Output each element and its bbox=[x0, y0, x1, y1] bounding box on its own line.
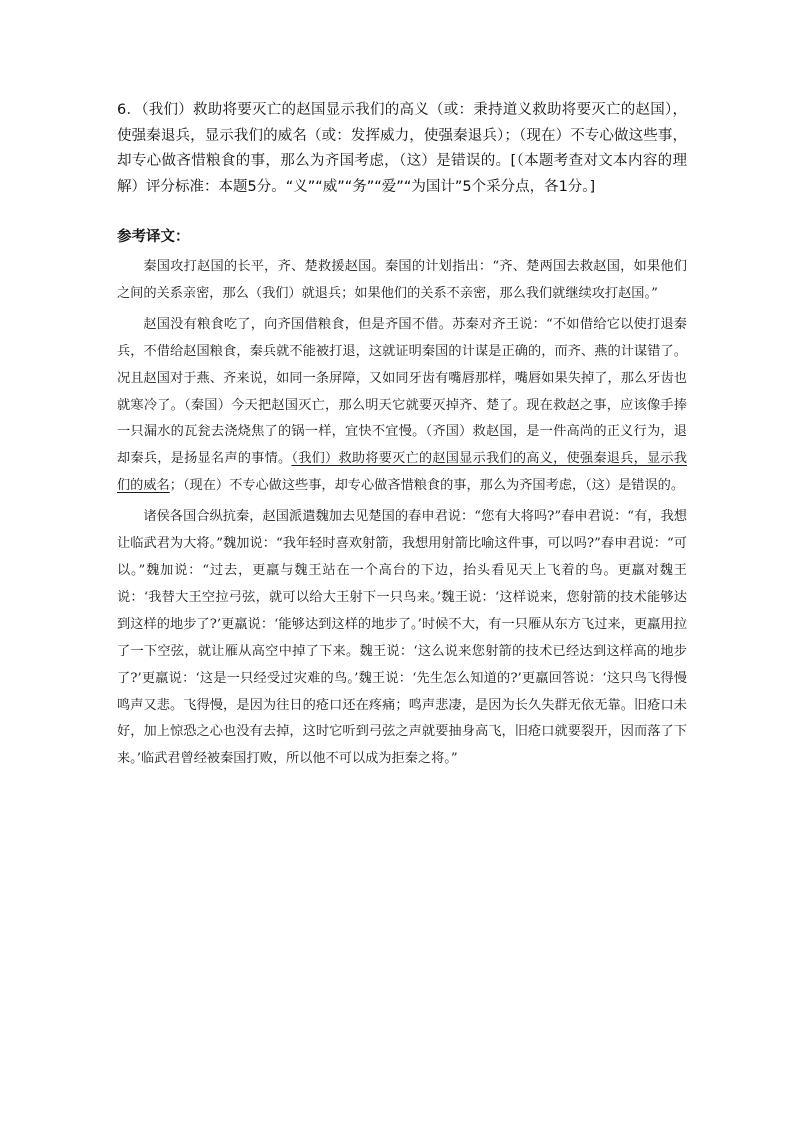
translation-paragraph-2 bbox=[117, 312, 687, 500]
translation-heading: 参考译文： bbox=[117, 229, 190, 245]
translation-body bbox=[117, 254, 687, 777]
answer-paragraph: 6．（我们）救助将要灭亡的赵国显示我们的高义（或：秉持道义救助将要灭亡的赵国），使强秦退兵，显示我们的威名（或：发挥威力，使强秦退兵）；（现在）不专心做这些事，却专心做吝惜粮食的事，那么为齐国考虑，（这）是错误的。[（本题考查对文本内容的理解）评分标准：本题5分。“义”“威”“务”“爱”“为国计”5个采分点，各1分。] bbox=[117, 102, 687, 195]
translation-paragraph-3: 诸侯各国合纵抗秦，赵国派遣魏加去见楚国的春申君说：“您有大将吗?”春申君说：“有，我想让临武君为大将。”魏加说：“我年轻时喜欢射箭，我想用射箭比喻这件事，可以吗?”春申君说：“可以。”魏加说：“过去，更羸与魏王站在一个高台的下边，抬头看见天上飞着的鸟。更羸对魏王说：‘我替大王空拉弓弦，就可以给大王射下一只鸟来。’魏王说：‘这样说来，您射箭的技术能够达到这样的地步了?’更羸说：‘能够达到这样的地步了。’时候不大，有一只雁从东方飞过来，更羸用拉了一下空弦，就让雁从高空中掉了下来。魏王说：‘这么说来您射箭的技术已经达到这样高的地步了?’更羸说：‘这是一只经受过灾难的鸟。’魏王说：‘先生怎么知道的?’更羸回答说：‘这只鸟飞得慢鸣声又悲。飞得慢，是因为往日的疮口还在疼痛；鸣声悲凄，是因为长久失群无依无靠。旧疮口未好，加上惊恐之心也没有去掉，这时它听到弓弦之声就要抽身高飞，旧疮口就要裂开，因而落了下来。’临武君曾经被秦国打败，所以他不可以成为拒秦之将。” bbox=[117, 509, 687, 767]
underlined-key-sentence: （我们）救助将要灭亡的赵国显示我们的高义，使强秦退兵，显示我们的威名 bbox=[117, 451, 687, 494]
translation-paragraph-2-tail: ；（现在）不专心做这些事，却专心做吝惜粮食的事，那么为齐国考虑，（这）是错误的。 bbox=[169, 478, 685, 494]
translation-paragraph-1: 秦国攻打赵国的长平，齐、楚救援赵国。秦国的计划指出：“齐、楚两国去救赵国，如果他们之间的关系亲密，那么（我们）就退兵；如果他们的关系不亲密，那么我们就继续攻打赵国。” bbox=[117, 259, 687, 301]
translation-paragraph-2-text: 赵国没有粮食吃了，向齐国借粮食，但是齐国不借。苏秦对齐王说：“不如借给它以使打退秦兵，不借给赵国粮食，秦兵就不能被打退，这就证明秦国的计谋是正确的，而齐、燕的计谋错了。况且赵国对于燕、齐来说，如同一条屏障，又如同牙齿有嘴唇那样，嘴唇如果失掉了，那么牙齿也就寒冷了。（秦国）今天把赵国灭亡，那么明天它就要灭掉齐、楚了。现在救赵之事，应该像手捧一只漏水的瓦瓮去浇烧焦了的锅一样，宜快不宜慢。（齐国）救赵国，是一件高尚的正义行为，退却秦兵，是扬显名声的事情。 bbox=[117, 316, 687, 467]
